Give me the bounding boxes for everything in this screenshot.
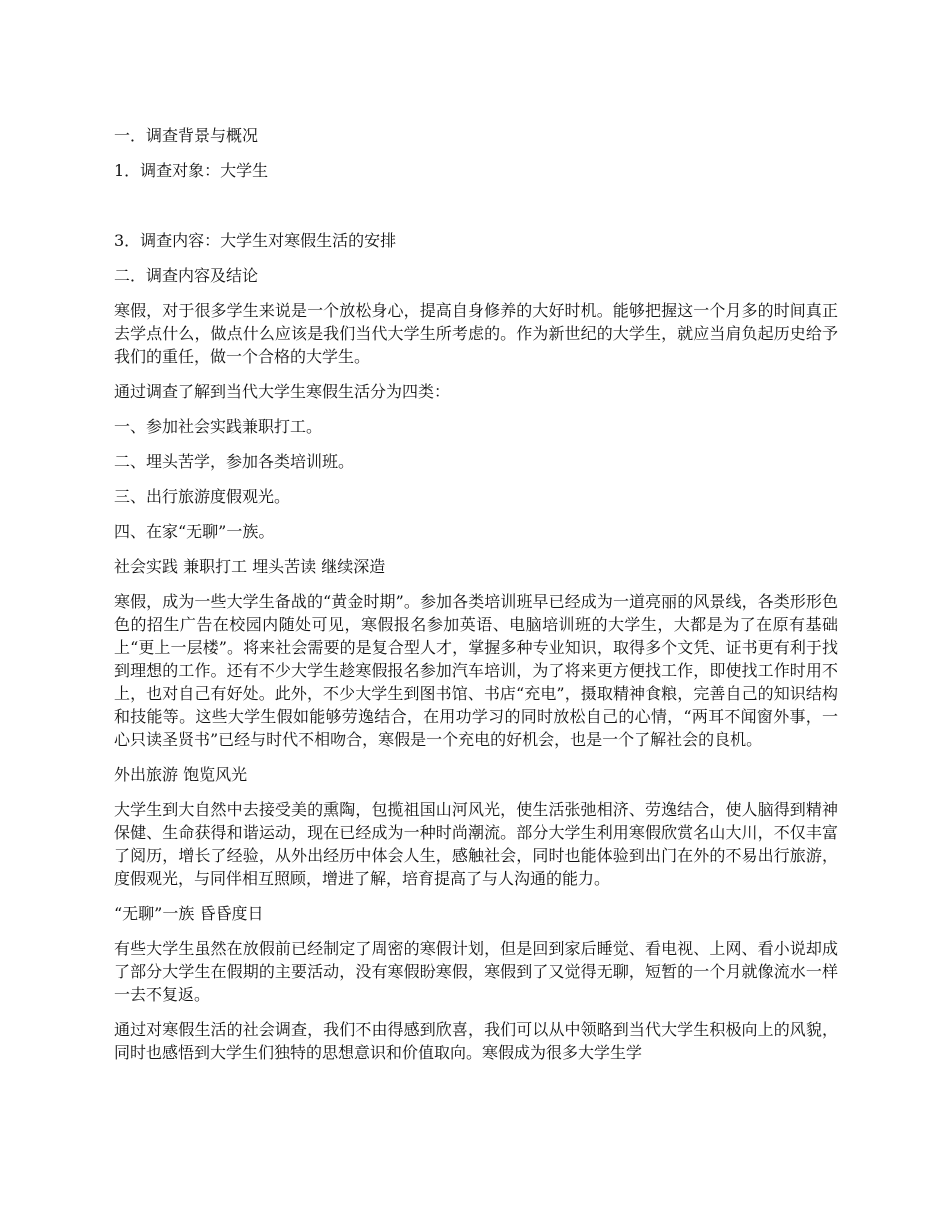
subheading-practice-study: 社会实践 兼职打工 埋头苦读 继续深造	[114, 557, 386, 576]
intro-paragraph: 寒假，对于很多学生来说是一个放松身心，提高自身修养的大好时机。能够把握这一个月多的时间真正去学点什么，做点什么应该是我们当代大学生所考虑的。作为新世纪的大学生，就应当肩负起历史给予我们的重任，做一个合格的大学生。	[114, 301, 838, 366]
survey-subject-line: 1．调查对象：大学生	[114, 161, 269, 180]
survey-content-line: 3．调查内容：大学生对寒假生活的安排	[114, 231, 397, 250]
category-item-2: 二、埋头苦学，参加各类培训班。	[114, 452, 355, 471]
categories-intro: 通过调查了解到当代大学生寒假生活分为四类：	[114, 382, 451, 401]
travel-paragraph: 大学生到大自然中去接受美的熏陶，包揽祖国山河风光，使生活张弛相济、劳逸结合，使人脑得到精神保健、生命获得和谐运动，现在已经成为一种时尚潮流。部分大学生利用寒假欣赏名山大川，不仅丰富了阅历，增长了经验，从外出经历中体会人生，感触社会，同时也能体验到出门在外的不易出行旅游，度假观光，与同伴相互照顾，增进了解，培育提高了与人沟通的能力。	[114, 800, 838, 888]
section-heading-background: 一．调查背景与概况	[114, 126, 259, 145]
subheading-travel: 外出旅游 饱览风光	[114, 765, 248, 784]
subheading-bored: “无聊”一族 昏昏度日	[114, 904, 264, 923]
bored-paragraph: 有些大学生虽然在放假前已经制定了周密的寒假计划，但是回到家后睡觉、看电视、上网、看小说却成了部分大学生在假期的主要活动，没有寒假盼寒假，寒假到了又觉得无聊，短暂的一个月就像流水一样一去不复返。	[114, 939, 838, 1004]
document-body	[114, 124, 838, 1076]
category-item-1: 一、参加社会实践兼职打工。	[114, 417, 323, 436]
practice-study-paragraph: 寒假，成为一些大学生备战的“黄金时期”。参加各类培训班早已经成为一道亮丽的风景线，各类形形色色的招生广告在校园内随处可见，寒假报名参加英语、电脑培训班的大学生，大都是为了在原有基础上“更上一层楼”。将来社会需要的是复合型人才，掌握多种专业知识，取得多个文凭、证书更有利于找到理想的工作。还有不少大学生趁寒假报名参加汽车培训，为了将来更方便找工作，即使找工作时用不上，也对自己有好处。此外，不少大学生到图书馆、书店“充电”，摄取精神食粮，完善自己的知识结构和技能等。这些大学生假如能够劳逸结合，在用功学习的同时放松自己的心情，“两耳不闻窗外事，一心只读圣贤书”已经与时代不相吻合，寒假是一个充电的好机会，也是一个了解社会的良机。	[114, 592, 838, 749]
category-item-3: 三、出行旅游度假观光。	[114, 487, 291, 506]
category-item-4: 四、在家“无聊”一族。	[114, 522, 275, 541]
conclusion-paragraph: 通过对寒假生活的社会调查，我们不由得感到欣喜，我们可以从中领略到当代大学生积极向上的风貌，同时也感悟到大学生们独特的思想意识和价值取向。寒假成为很多大学生学	[114, 1020, 838, 1062]
section-heading-results: 二．调查内容及结论	[114, 266, 259, 285]
